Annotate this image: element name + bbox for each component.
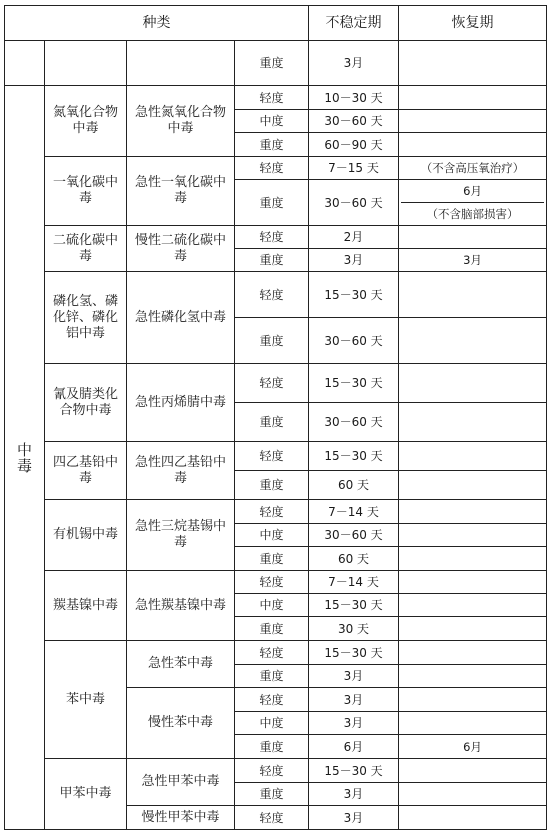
severity-cell: 轻度 <box>235 442 309 471</box>
table-row <box>5 641 547 665</box>
recovery-cell: （不含高压氧治疗） <box>399 157 547 180</box>
recovery-line: （不含脑部损害） <box>401 202 544 225</box>
severity-cell: 重度 <box>235 403 309 442</box>
header-category: 种类 <box>5 6 309 41</box>
table-row <box>5 500 547 524</box>
severity-cell: 重度 <box>235 783 309 806</box>
table-row <box>5 571 547 594</box>
table-row <box>5 86 547 110</box>
side-label-cell <box>5 86 45 830</box>
table-row <box>5 226 547 249</box>
header-recovery-period: 恢复期 <box>399 6 547 41</box>
recovery-cell: 6月 <box>399 735 547 759</box>
severity-cell: 轻度 <box>235 226 309 249</box>
poison-subtype-cell: 急性一氧化碳中毒 <box>127 157 235 226</box>
recovery-cell <box>399 547 547 571</box>
recovery-cell <box>399 500 547 524</box>
poison-name-cell: 有机锡中毒 <box>45 500 127 571</box>
severity-cell: 重度 <box>235 735 309 759</box>
unstable-cell: 60 天 <box>309 547 399 571</box>
poison-subtype-cell: 急性氮氧化合物中毒 <box>127 86 235 157</box>
empty-cell <box>127 41 235 86</box>
unstable-cell: 30－60 天 <box>309 403 399 442</box>
unstable-cell: 3月 <box>309 712 399 735</box>
unstable-cell: 7－14 天 <box>309 571 399 594</box>
recovery-cell <box>399 806 547 830</box>
poison-subtype-cell: 慢性二硫化碳中毒 <box>127 226 235 272</box>
recovery-cell <box>399 364 547 403</box>
recovery-line: 6月 <box>463 184 482 198</box>
unstable-cell: 15－30 天 <box>309 272 399 318</box>
poison-name-cell: 羰基镍中毒 <box>45 571 127 641</box>
severity-cell: 重度 <box>235 41 309 86</box>
severity-cell: 轻度 <box>235 688 309 712</box>
severity-cell: 轻度 <box>235 806 309 830</box>
poison-subtype-cell: 慢性甲苯中毒 <box>127 806 235 830</box>
recovery-cell <box>399 688 547 712</box>
severity-cell: 轻度 <box>235 86 309 110</box>
unstable-cell: 3月 <box>309 783 399 806</box>
poison-name-cell: 四乙基铅中毒 <box>45 442 127 500</box>
unstable-cell: 15－30 天 <box>309 442 399 471</box>
recovery-cell <box>399 617 547 641</box>
unstable-cell: 15－30 天 <box>309 641 399 665</box>
severity-cell: 重度 <box>235 180 309 226</box>
unstable-cell: 10－30 天 <box>309 86 399 110</box>
unstable-cell: 30－60 天 <box>309 110 399 133</box>
poison-subtype-cell: 急性丙烯腈中毒 <box>127 364 235 442</box>
poison-name-cell: 氮氧化合物中毒 <box>45 86 127 157</box>
recovery-cell <box>399 665 547 688</box>
header-row <box>5 6 547 41</box>
poisoning-period-table <box>4 5 547 830</box>
severity-cell: 重度 <box>235 471 309 500</box>
unstable-cell: 6月 <box>309 735 399 759</box>
table-row <box>5 41 547 86</box>
recovery-cell <box>399 41 547 86</box>
recovery-cell <box>399 571 547 594</box>
severity-cell: 重度 <box>235 665 309 688</box>
table-row <box>5 157 547 180</box>
recovery-cell <box>399 759 547 783</box>
poison-subtype-cell: 急性甲苯中毒 <box>127 759 235 806</box>
poison-name-cell: 二硫化碳中毒 <box>45 226 127 272</box>
table-row <box>5 364 547 403</box>
empty-cell <box>5 41 45 86</box>
unstable-cell: 3月 <box>309 249 399 272</box>
header-unstable-period: 不稳定期 <box>309 6 399 41</box>
poison-subtype-cell: 急性磷化氢中毒 <box>127 272 235 364</box>
unstable-cell: 30－60 天 <box>309 524 399 547</box>
side-label-line: 毒 <box>16 456 32 475</box>
recovery-cell <box>399 524 547 547</box>
unstable-cell: 30－60 天 <box>309 180 399 226</box>
recovery-cell <box>399 272 547 318</box>
severity-cell: 中度 <box>235 524 309 547</box>
severity-cell: 中度 <box>235 110 309 133</box>
poison-subtype-cell: 急性四乙基铅中毒 <box>127 442 235 500</box>
severity-cell: 重度 <box>235 547 309 571</box>
recovery-cell <box>399 180 547 226</box>
severity-cell: 重度 <box>235 249 309 272</box>
unstable-cell: 15－30 天 <box>309 594 399 617</box>
recovery-cell <box>399 783 547 806</box>
poison-name-cell: 一氧化碳中毒 <box>45 157 127 226</box>
unstable-cell: 30－60 天 <box>309 318 399 364</box>
poison-name-cell: 磷化氢、磷化锌、磷化铝中毒 <box>45 272 127 364</box>
severity-cell: 重度 <box>235 617 309 641</box>
severity-cell: 轻度 <box>235 157 309 180</box>
poison-name-cell: 苯中毒 <box>45 641 127 759</box>
severity-cell: 轻度 <box>235 571 309 594</box>
unstable-cell: 3月 <box>309 41 399 86</box>
unstable-cell: 7－14 天 <box>309 500 399 524</box>
severity-cell: 轻度 <box>235 500 309 524</box>
empty-cell <box>45 41 127 86</box>
recovery-cell <box>399 442 547 471</box>
recovery-cell <box>399 403 547 442</box>
unstable-cell: 3月 <box>309 665 399 688</box>
table-row <box>5 442 547 471</box>
severity-cell: 轻度 <box>235 272 309 318</box>
recovery-cell <box>399 712 547 735</box>
recovery-cell <box>399 641 547 665</box>
unstable-cell: 60－90 天 <box>309 133 399 157</box>
recovery-cell <box>399 471 547 500</box>
poison-subtype-cell: 急性羰基镍中毒 <box>127 571 235 641</box>
table-row <box>5 759 547 783</box>
recovery-cell: 3月 <box>399 249 547 272</box>
poison-subtype-cell: 急性三烷基锡中毒 <box>127 500 235 571</box>
unstable-cell: 30 天 <box>309 617 399 641</box>
unstable-cell: 15－30 天 <box>309 364 399 403</box>
poison-name-cell: 氰及腈类化合物中毒 <box>45 364 127 442</box>
severity-cell: 轻度 <box>235 641 309 665</box>
recovery-cell <box>399 594 547 617</box>
severity-cell: 中度 <box>235 712 309 735</box>
poison-subtype-cell: 慢性苯中毒 <box>127 688 235 759</box>
recovery-cell <box>399 318 547 364</box>
unstable-cell: 15－30 天 <box>309 759 399 783</box>
unstable-cell: 7－15 天 <box>309 157 399 180</box>
recovery-cell <box>399 133 547 157</box>
severity-cell: 中度 <box>235 594 309 617</box>
severity-cell: 重度 <box>235 318 309 364</box>
severity-cell: 轻度 <box>235 364 309 403</box>
table-row <box>5 272 547 318</box>
recovery-cell <box>399 86 547 110</box>
unstable-cell: 60 天 <box>309 471 399 500</box>
poison-subtype-cell: 急性苯中毒 <box>127 641 235 688</box>
side-label-line: 中 <box>16 440 32 459</box>
poison-name-cell: 甲苯中毒 <box>45 759 127 830</box>
recovery-cell <box>399 110 547 133</box>
unstable-cell: 2月 <box>309 226 399 249</box>
recovery-cell <box>399 226 547 249</box>
severity-cell: 轻度 <box>235 759 309 783</box>
groups-body <box>5 86 547 830</box>
unstable-cell: 3月 <box>309 688 399 712</box>
unstable-cell: 3月 <box>309 806 399 830</box>
table-body <box>5 6 547 86</box>
severity-cell: 重度 <box>235 133 309 157</box>
